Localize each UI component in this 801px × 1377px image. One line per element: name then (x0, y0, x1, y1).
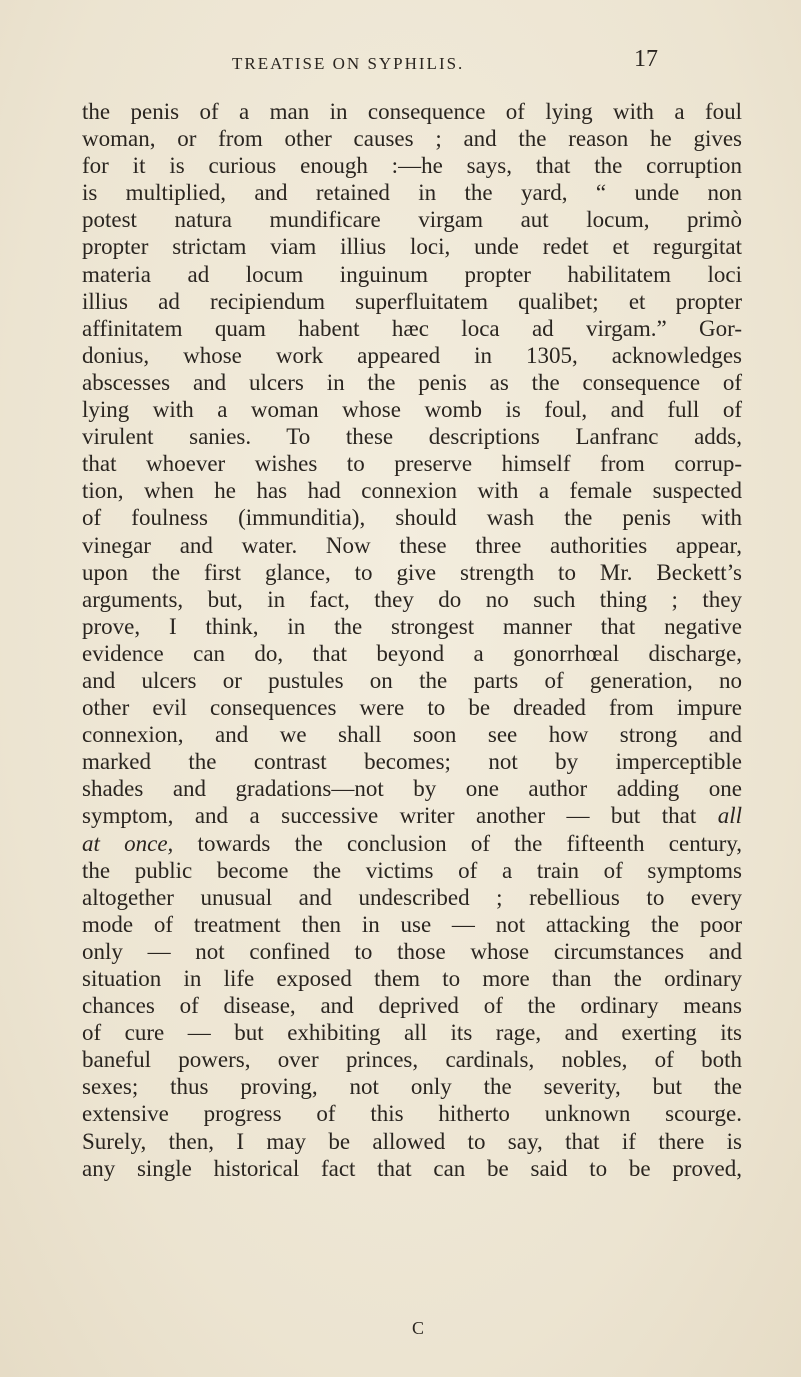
text-line: connexion, and we shall soon see how strong and (82, 722, 742, 748)
text-line (82, 802, 742, 829)
text-line: of cure — but exhibiting all its rage, and exerting its (82, 1020, 742, 1046)
text-line: upon the first glance, to give strength to Mr. Beckett’s (82, 559, 742, 585)
text-fragment: towards the conclusion of the fifteenth century, (173, 830, 742, 856)
body-text (82, 98, 742, 1182)
text-line: arguments, but, in fact, they do no such thing ; they (82, 586, 742, 612)
text-line: is multiplied, and retained in the yard, “ unde non (82, 180, 742, 206)
text-line: extensive progress of this hitherto unknown scourge. (82, 1101, 742, 1127)
text-line: the penis of a man in consequence of lying with a foul (82, 99, 742, 124)
text-line: and ulcers or pustules on the parts of generation, no (82, 667, 742, 693)
text-line: propter strictam viam illius loci, unde redet et regurgitat (82, 234, 742, 260)
text-line: potest natura mundificare virgam aut locum, primò (82, 207, 742, 233)
text-line: altogether unusual and undescribed ; rebellious to every (82, 884, 742, 910)
text-line: marked the contrast becomes; not by imperceptible (82, 749, 742, 775)
text-line: sexes; thus proving, not only the severity, but the (82, 1074, 742, 1100)
text-line: mode of treatment then in use — not attacking the poor (82, 911, 742, 937)
text-line: vinegar and water. Now these three authorities appear, (82, 532, 742, 558)
text-line: affinitatem quam habent hæc loca ad virgam.” Gor- (82, 315, 742, 341)
running-title: TREATISE ON SYPHILIS. (232, 54, 465, 73)
text-line (82, 830, 742, 857)
text-line: lying with a woman whose womb is foul, and full of (82, 397, 742, 423)
text-line: woman, or from other causes ; and the reason he gives (82, 126, 742, 152)
text-line: for it is curious enough :—he says, that the corruption (82, 153, 742, 179)
text-line: Surely, then, I may be allowed to say, that if there is (82, 1128, 742, 1154)
text-line: the public become the victims of a train of symptoms (82, 857, 742, 883)
text-line: donius, whose work appeared in 1305, acknowledges (82, 342, 742, 368)
text-line: baneful powers, over princes, cardinals, nobles, of both (82, 1047, 742, 1073)
text-line: tion, when he has had connexion with a female suspected (82, 478, 742, 504)
text-line: abscesses and ulcers in the penis as the consequence of (82, 369, 742, 395)
text-fragment: symptom, and a successive writer another — but that (82, 803, 718, 829)
italic-emphasis: at once, (82, 830, 174, 856)
running-head (232, 54, 632, 74)
text-line: evidence can do, that beyond a gonorrhœal discharge, (82, 640, 742, 666)
signature-mark: C (412, 1318, 425, 1338)
text-line: situation in life exposed them to more than the ordinary (82, 966, 742, 991)
text-line: any single historical fact that can be said to be proved, (82, 1155, 742, 1181)
text-line: only — not confined to those whose circumstances and (82, 938, 742, 964)
italic-emphasis: all (717, 803, 742, 829)
text-line: virulent sanies. To these descriptions Lanfranc adds, (82, 424, 742, 450)
text-line: other evil consequences were to be dreaded from impure (82, 695, 742, 721)
text-line: of foulness (immunditia), should wash the penis with (82, 505, 742, 531)
page-number: 17 (634, 46, 658, 72)
text-line: materia ad locum inguinum propter habilitatem loci (82, 261, 742, 287)
text-line: that whoever wishes to preserve himself from corrup- (82, 451, 742, 477)
text-line: prove, I think, in the strongest manner that negative (82, 613, 742, 639)
text-line: illius ad recipiendum superfluitatem qualibet; et propter (82, 288, 742, 314)
text-line: chances of disease, and deprived of the ordinary means (82, 993, 742, 1019)
text-line: shades and gradations—not by one author adding one (82, 776, 742, 802)
